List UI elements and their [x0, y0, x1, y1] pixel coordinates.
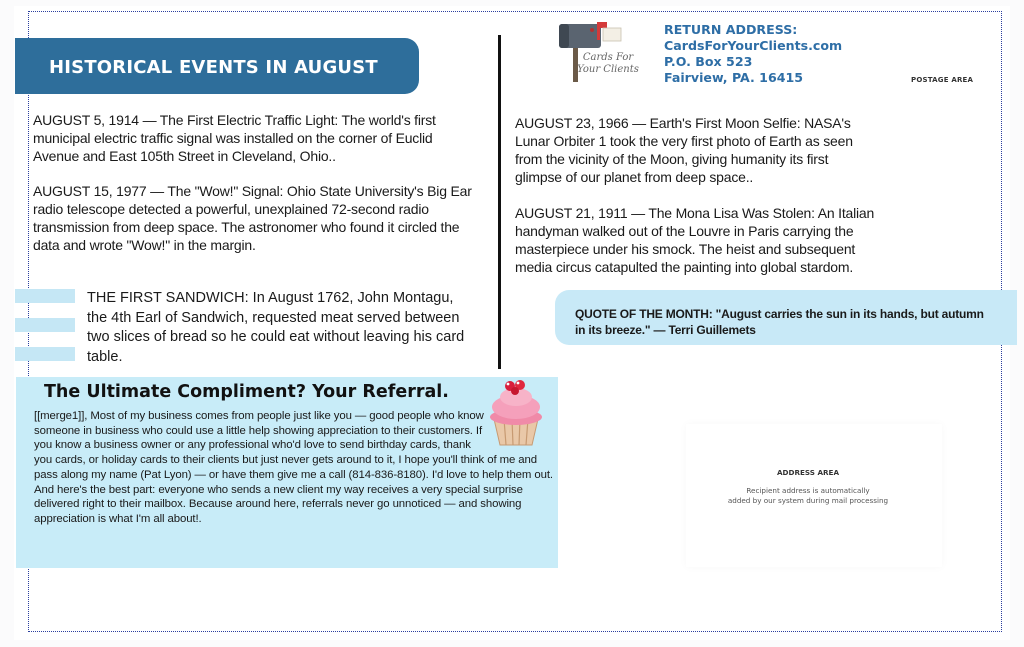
decorative-stripe: [15, 289, 75, 303]
decorative-stripe: [15, 347, 75, 361]
return-address-city: Fairview, PA. 16415: [664, 70, 803, 85]
logo-wordmark: Cards For Your Clients: [577, 52, 639, 75]
header-title: HISTORICAL EVENTS IN AUGUST: [49, 57, 378, 78]
quote-text: QUOTE OF THE MONTH: "August carries the sun in its hands, but autumn in its breeze." — Terri Guillemets: [575, 307, 984, 337]
event-moon-selfie: AUGUST 23, 1966 — Earth's First Moon Selfie: NASA's Lunar Orbiter 1 took the very first photo of Earth as seen from the vicinity of the Moon, giving humanity its first glimpse of our planet from deep space..: [515, 115, 853, 185]
return-address-website: CardsForYourClients.com: [664, 38, 843, 53]
address-area-title: ADDRESS AREA: [776, 468, 840, 477]
event-mona-lisa: AUGUST 21, 1911 — The Mona Lisa Was Stolen: An Italian handyman walked out of the Louvre in Paris carrying the masterpiece under his smock. The heist and subsequent media circus catapulted the painting into global stardom.: [515, 205, 875, 275]
referral-body-wrap: [34, 409, 554, 527]
referral-box: [16, 377, 558, 568]
header-banner: [15, 38, 419, 94]
event-traffic-light: AUGUST 5, 1914 — The First Electric Traffic Light: The world's first municipal electric traffic signal was installed on the corner of Euclid Avenue and East 105th Street in Cleveland, Ohio..: [33, 112, 436, 164]
address-area: [686, 424, 942, 567]
postage-area-label: POSTAGE AREA: [911, 76, 974, 84]
decorative-stripe: [15, 318, 75, 332]
quote-box: [555, 290, 1017, 345]
referral-title: The Ultimate Compliment? Your Referral.: [44, 382, 449, 402]
address-area-note: Recipient address is automatically added by our system during mail processing: [727, 486, 889, 505]
referral-body: [[merge1]], Most of my business comes from people just like you — good people who know someone in business who could use a little help showing appreciation to their customers. If you know a business owner or any professional who'd love to send birthday cards, thank you cards, or holiday cards to their clients but just never gets around to it, I hope you'll think of me and pass along my name (Pat Lyon) — or have them give me a call (814-836-8180). I'd love to help them out. And here's the best part: everyone who sends a new client my way receives a very special surprise delivered right to their mailbox. Because around here, referrals never go unnoticed — and showing appreciation is what I'm all about!.: [34, 410, 553, 525]
return-address-label: RETURN ADDRESS:: [664, 22, 798, 37]
column-divider: [498, 35, 501, 369]
return-address: [664, 22, 842, 86]
sandwich-fact: THE FIRST SANDWICH: In August 1762, John Montagu, the 4th Earl of Sandwich, requested meat served between two slices of bread so he could eat without leaving his card table.: [87, 290, 465, 365]
event-wow-signal: AUGUST 15, 1977 — The "Wow!" Signal: Ohio State University's Big Ear radio telescope detected a powerful, unexplained 72-second radio transmission from deep space. The astronomer who found it circled the data and wrote "Wow!" in the margin.: [33, 183, 472, 253]
return-address-pobox: P.O. Box 523: [664, 54, 753, 69]
